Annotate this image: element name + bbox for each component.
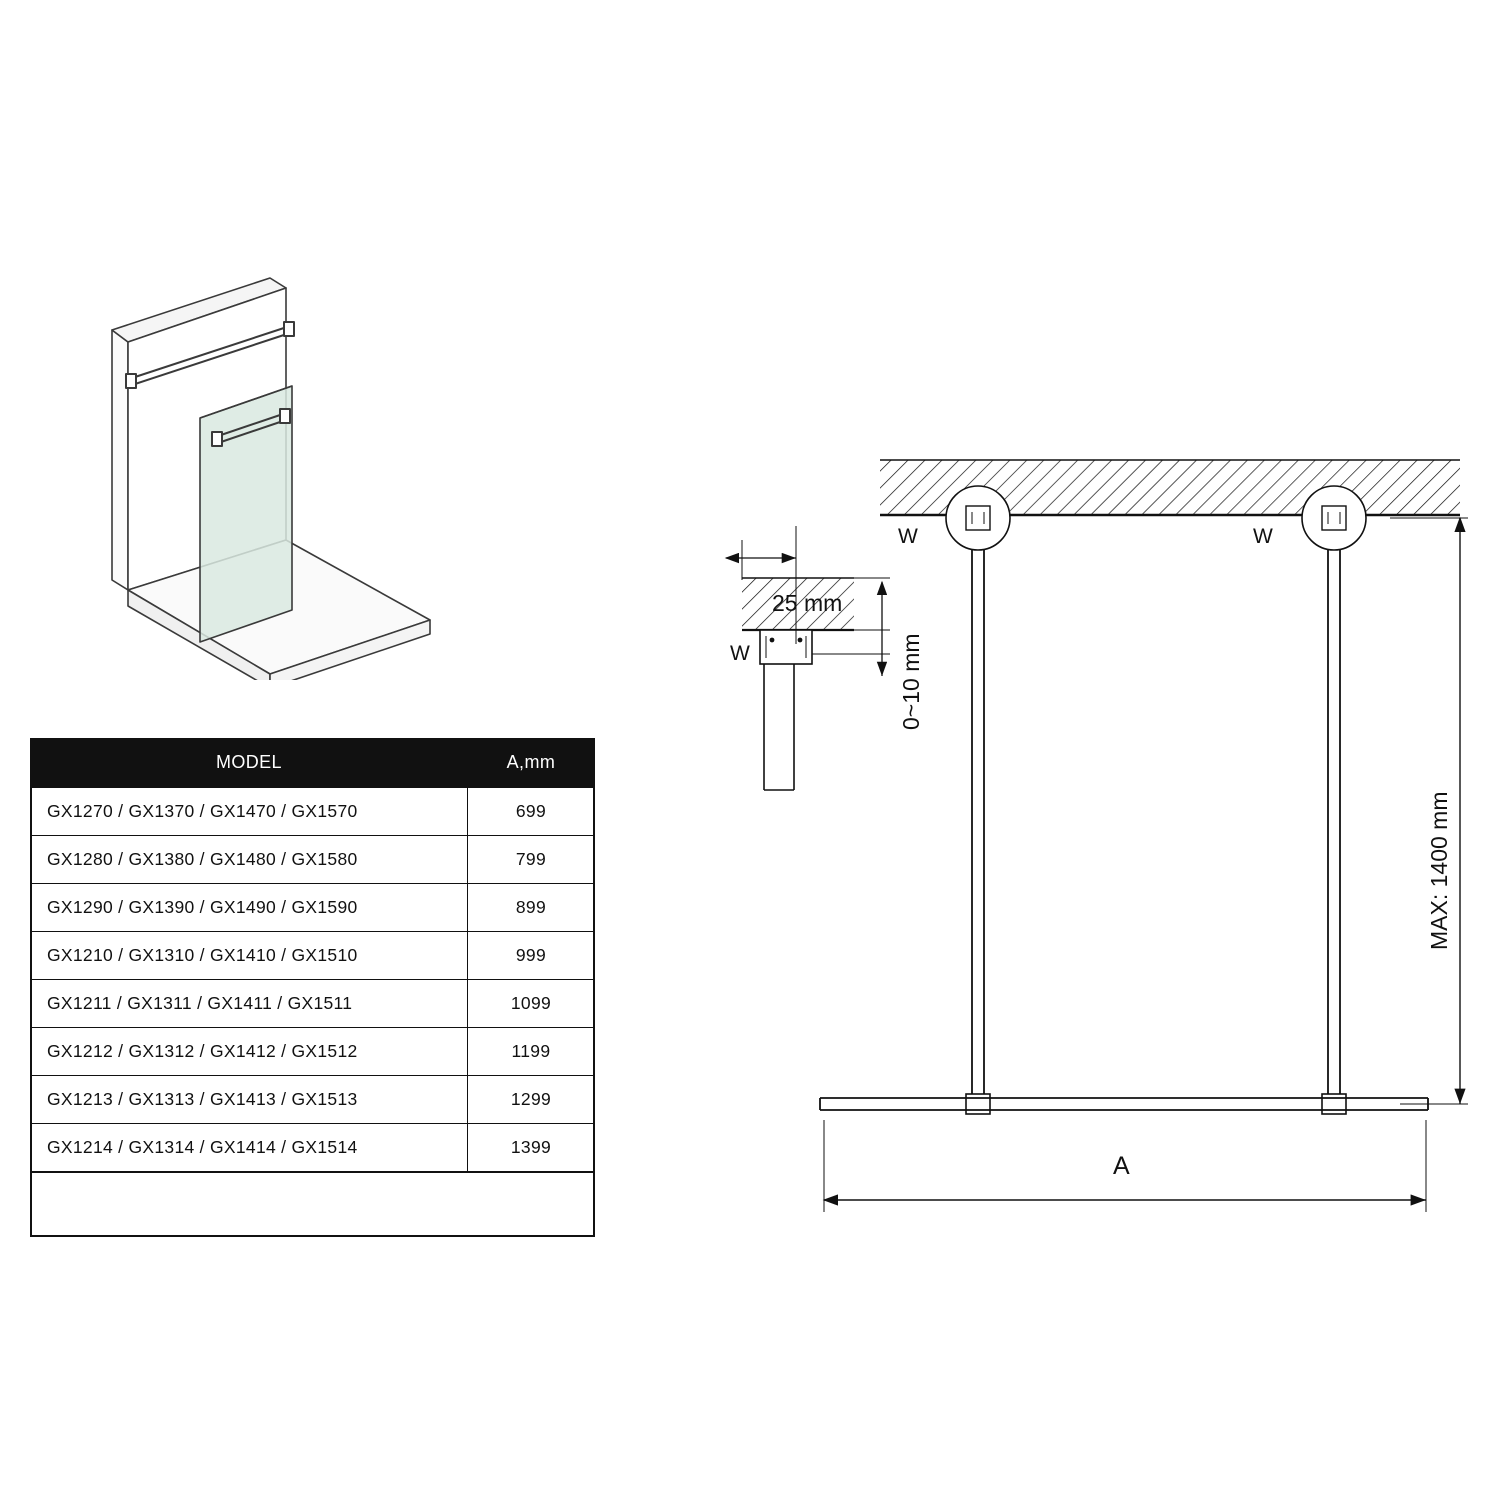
label-w-top-left: W — [898, 525, 918, 548]
table-cell-a: 1299 — [467, 1076, 594, 1124]
isometric-illustration — [70, 250, 470, 680]
table-cell-model: GX1280 / GX1380 / GX1480 / GX1580 — [31, 836, 468, 884]
table-row — [31, 884, 595, 932]
support-post-right — [1302, 486, 1366, 1114]
label-dim-gap: 0~10 mm — [898, 633, 924, 730]
table-row — [31, 788, 595, 836]
table-header-model: MODEL — [31, 738, 468, 788]
table-cell-a: 1199 — [467, 1028, 594, 1076]
support-post-left — [946, 486, 1010, 1114]
technical-drawing — [700, 430, 1490, 1260]
table-cell-model: GX1212 / GX1312 / GX1412 / GX1512 — [31, 1028, 468, 1076]
table-cell-a: 1399 — [467, 1124, 594, 1173]
table-cell-model: GX1210 / GX1310 / GX1410 / GX1510 — [31, 932, 468, 980]
table-cell-a: 1099 — [467, 980, 594, 1028]
table-cell-a: 799 — [467, 836, 594, 884]
label-dim-a: A — [1113, 1152, 1130, 1180]
label-w-top-right: W — [1253, 525, 1273, 548]
table-row — [31, 932, 595, 980]
table-cell-model: GX1290 / GX1390 / GX1490 / GX1590 — [31, 884, 468, 932]
table-row — [31, 1124, 595, 1173]
table-cell-a: 899 — [467, 884, 594, 932]
table-cell-model: GX1211 / GX1311 / GX1411 / GX1511 — [31, 980, 468, 1028]
glass-panel-icon — [200, 386, 292, 642]
table-row — [31, 1076, 595, 1124]
table-cell-model: GX1270 / GX1370 / GX1470 / GX1570 — [31, 788, 468, 836]
detail-bracket-section — [726, 526, 890, 790]
label-dim-25mm: 25 mm — [772, 590, 843, 616]
table-row — [31, 836, 595, 884]
label-dim-max-height: MAX: 1400 mm — [1426, 791, 1452, 950]
table-row — [31, 1028, 595, 1076]
table-cell-a: 999 — [467, 932, 594, 980]
table-row — [31, 980, 595, 1028]
table-header-row — [31, 738, 595, 788]
table-cell-model: GX1214 / GX1314 / GX1414 / GX1514 — [31, 1124, 468, 1173]
table-cell-a: 699 — [467, 788, 594, 836]
table-header-a: A,mm — [467, 738, 594, 788]
table-cell-model: GX1213 / GX1313 / GX1413 / GX1513 — [31, 1076, 468, 1124]
label-w-detail: W — [730, 642, 750, 665]
model-dimension-table — [30, 738, 595, 1173]
